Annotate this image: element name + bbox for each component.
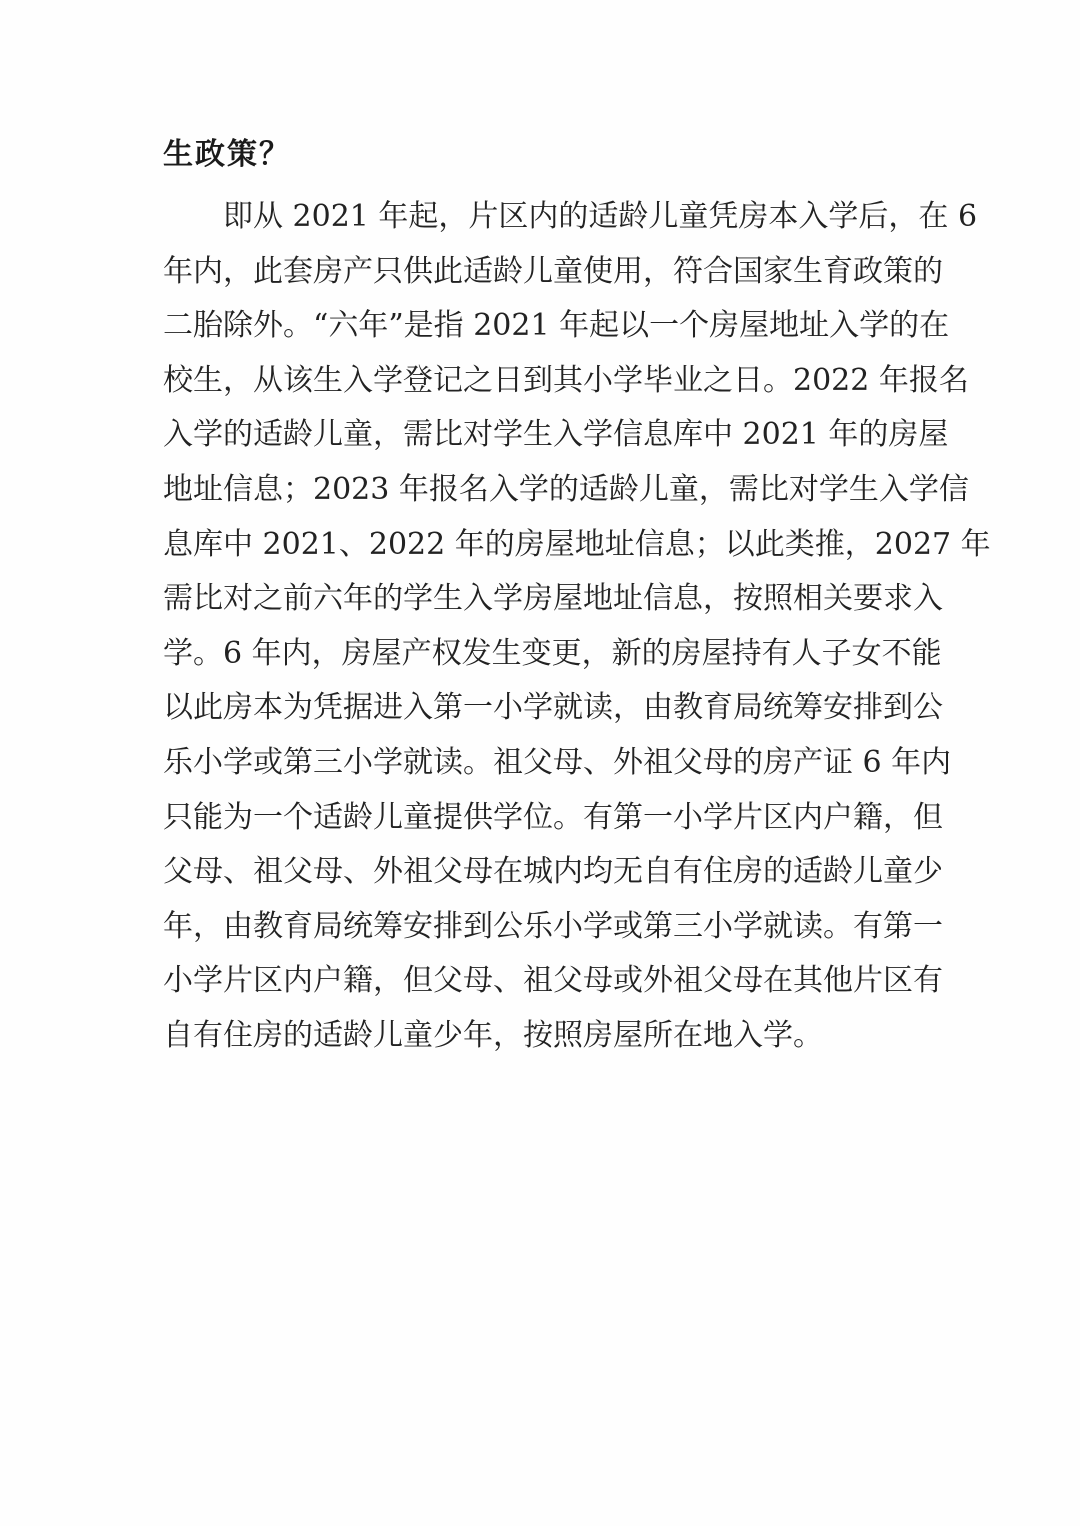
paragraph-line: 年内，此套房产只供此适龄儿童使用，符合国家生育政策的 <box>163 253 943 289</box>
paragraph-line: 需比对之前六年的学生入学房屋地址信息，按照相关要求入 <box>163 581 943 617</box>
paragraph-line: 乐小学或第三小学就读。祖父母、外祖父母的房产证 6 年内 <box>163 744 952 780</box>
paragraph-line: 以此房本为凭据进入第一小学就读，由教育局统筹安排到公 <box>163 690 943 726</box>
paragraph-line: 即从 2021 年起，片区内的适龄儿童凭房本入学后，在 6 <box>223 199 978 234</box>
paragraph-line: 小学片区内户籍，但父母、祖父母或外祖父母在其他片区有 <box>163 963 943 999</box>
heading-continuation: 生政策？ <box>163 137 291 172</box>
paragraph-line: 自有住房的适龄儿童少年，按照房屋所在地入学。 <box>163 1017 823 1053</box>
paragraph-line: 校生，从该生入学登记之日到其小学毕业之日。2022 年报名 <box>163 362 969 398</box>
policy-paragraph <box>163 190 991 1064</box>
paragraph-line: 学。6 年内，房屋产权发生变更，新的房屋持有人子女不能 <box>163 635 942 671</box>
paragraph-line: 息库中 2021、2022 年的房屋地址信息；以此类推，2027 年 <box>163 526 991 562</box>
paragraph-line: 入学的适龄儿童，需比对学生入学信息库中 2021 年的房屋 <box>163 417 949 453</box>
paragraph-line: 只能为一个适龄儿童提供学位。有第一小学片区内户籍，但 <box>163 799 943 835</box>
paragraph-line: 地址信息；2023 年报名入学的适龄儿童，需比对学生入学信 <box>163 471 969 507</box>
paragraph-line: 二胎除外。“六年”是指 2021 年起以一个房屋地址入学的在 <box>163 308 950 344</box>
paragraph-line: 父母、祖父母、外祖父母在城内均无自有住房的适龄儿童少 <box>163 854 943 890</box>
paragraph-line: 年，由教育局统筹安排到公乐小学或第三小学就读。有第一 <box>163 908 943 944</box>
